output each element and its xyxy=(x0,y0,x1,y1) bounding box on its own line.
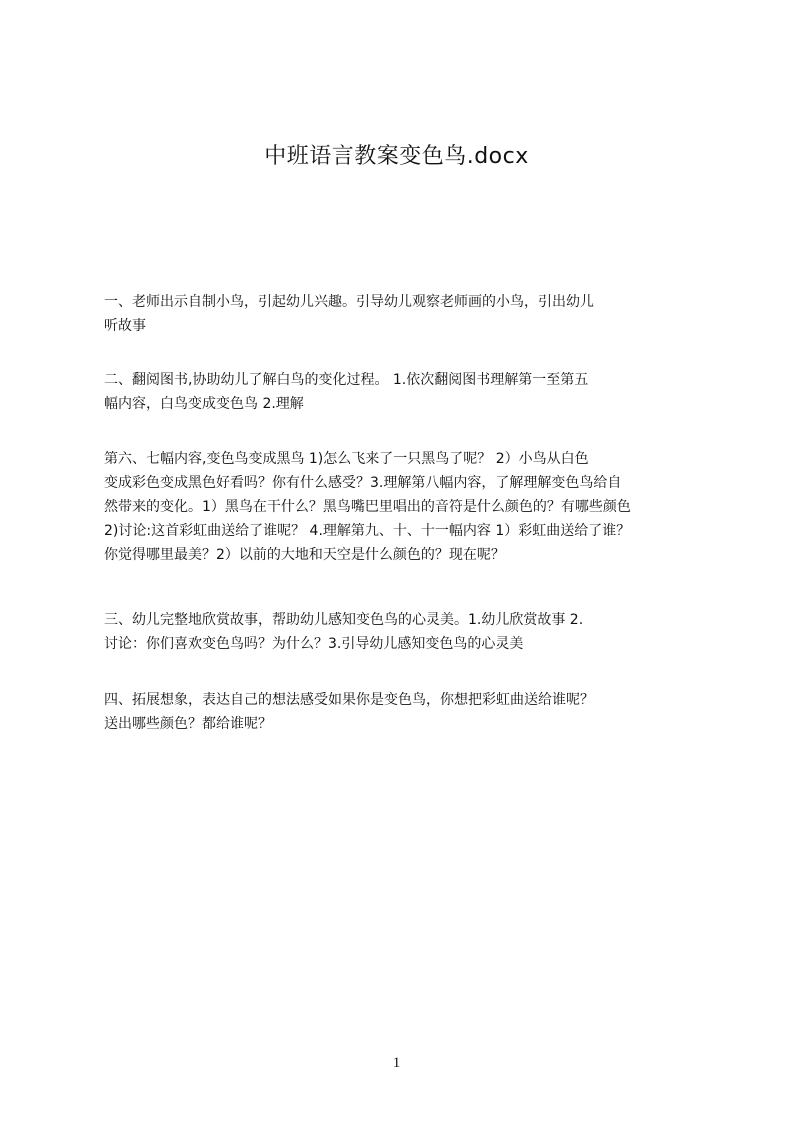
paragraph-line: 送出哪些颜色？都给谁呢？ xyxy=(104,716,272,732)
paragraph-line: 你觉得哪里最美？2）以前的大地和天空是什么颜色的？现在呢？ xyxy=(104,547,505,563)
paragraph-2 xyxy=(104,368,700,416)
paragraph-line: 2)讨论:这首彩虹曲送给了谁呢？ 4.理解第九、十、十一幅内容 1）彩虹曲送给了谁？ xyxy=(104,523,631,539)
paragraph-line: 听故事 xyxy=(104,318,146,334)
paragraph-line: 变成彩色变成黑色好看吗？你有什么感受？3.理解第八幅内容，了解理解变色鸟给自 xyxy=(104,475,622,491)
page-number: 1 xyxy=(392,1055,401,1071)
paragraph-line: 四、拓展想象，表达自己的想法感受如果你是变色鸟，你想把彩虹曲送给谁呢？ xyxy=(104,692,594,708)
paragraph-line: 三、幼儿完整地欣赏故事，帮助幼儿感知变色鸟的心灵美。1.幼儿欣赏故事 2. xyxy=(104,612,584,628)
paragraph-line: 第六、七幅内容,变色鸟变成黑鸟 1)怎么飞来了一只黑鸟了呢？ 2）小鸟从白色 xyxy=(104,451,589,467)
paragraph-line: 讨论：你们喜欢变色鸟吗？为什么？3.引导幼儿感知变色鸟的心灵美 xyxy=(104,636,524,652)
paragraph-4 xyxy=(104,608,700,656)
paragraph-3 xyxy=(104,447,700,567)
paragraph-line: 幅内容，白鸟变成变色鸟 2.理解 xyxy=(104,396,304,412)
document-title: 中班语言教案变色鸟.docx xyxy=(264,144,529,169)
paragraph-1 xyxy=(104,290,700,338)
paragraph-line: 二、翻阅图书,协助幼儿了解白鸟的变化过程。 1.依次翻阅图书理解第一至第五 xyxy=(104,372,589,388)
paragraph-line: 然带来的变化。1）黑鸟在干什么？黑鸟嘴巴里唱出的音符是什么颜色的？有哪些颜色 xyxy=(104,499,631,515)
paragraph-line: 一、老师出示自制小鸟，引起幼儿兴趣。引导幼儿观察老师画的小鸟，引出幼儿 xyxy=(104,294,594,310)
paragraph-5 xyxy=(104,688,700,736)
